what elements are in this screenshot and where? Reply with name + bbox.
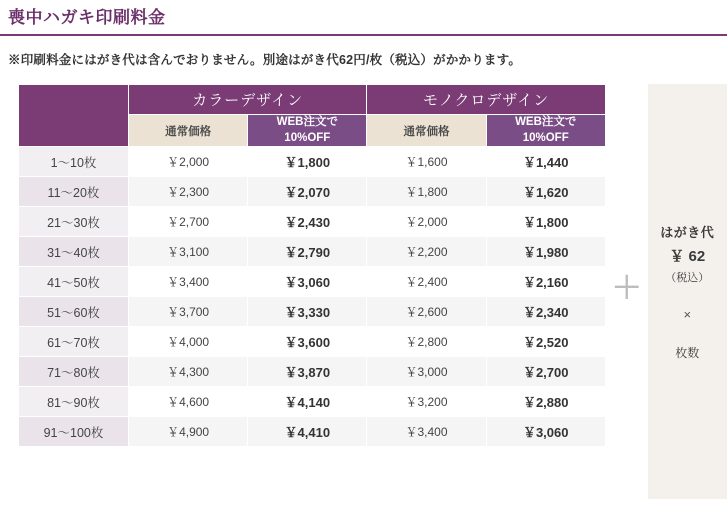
postcard-fee-price: ￥ 62 (669, 248, 706, 266)
price-table (18, 84, 606, 447)
price-note: ※印刷料金にはがき代は含んでおりません。別途はがき代62円/枚（税込）がかかります。 (8, 53, 522, 68)
table-row (19, 387, 606, 417)
cell-mono-web: ￥1,620 (486, 177, 605, 207)
header-mono-web-line1: WEB注文で (515, 116, 577, 129)
cell-count: 31〜40枚 (19, 237, 129, 267)
header-group-mono: モノクロデザイン (367, 85, 605, 115)
cell-color-web: ￥2,430 (248, 207, 367, 237)
plus-icon: ＋ (611, 272, 642, 306)
cell-color-normal: ￥2,300 (129, 177, 248, 207)
cell-mono-normal: ￥1,800 (367, 177, 486, 207)
cell-color-normal: ￥4,300 (129, 357, 248, 387)
multiply-icon: × (683, 307, 692, 323)
cell-mono-web: ￥2,520 (486, 327, 605, 357)
cell-color-web: ￥4,410 (248, 417, 367, 447)
cell-count: 61〜70枚 (19, 327, 129, 357)
header-corner-cell (19, 85, 129, 147)
postcard-fee-tax: （税込） (665, 272, 710, 285)
cell-mono-web: ￥1,980 (486, 237, 605, 267)
cell-mono-web: ￥3,060 (486, 417, 605, 447)
cell-color-normal: ￥4,000 (129, 327, 248, 357)
cell-count: 1〜10枚 (19, 147, 129, 177)
postcard-fee-unit: 枚数 (675, 346, 700, 361)
postcard-fee-box (648, 84, 727, 499)
cell-color-normal: ￥2,000 (129, 147, 248, 177)
cell-color-web: ￥1,800 (248, 147, 367, 177)
cell-mono-normal: ￥3,000 (367, 357, 486, 387)
header-color-normal: 通常価格 (129, 115, 248, 147)
cell-mono-web: ￥2,700 (486, 357, 605, 387)
cell-color-normal: ￥2,700 (129, 207, 248, 237)
cell-mono-web: ￥1,440 (486, 147, 605, 177)
header-mono-normal: 通常価格 (367, 115, 486, 147)
table-row (19, 327, 606, 357)
cell-count: 91〜100枚 (19, 417, 129, 447)
cell-count: 51〜60枚 (19, 297, 129, 327)
cell-mono-normal: ￥1,600 (367, 147, 486, 177)
page-title-bar (0, 0, 727, 36)
cell-mono-web: ￥2,340 (486, 297, 605, 327)
cell-color-normal: ￥3,100 (129, 237, 248, 267)
cell-color-web: ￥3,870 (248, 357, 367, 387)
table-row (19, 357, 606, 387)
cell-color-normal: ￥4,900 (129, 417, 248, 447)
cell-mono-normal: ￥3,400 (367, 417, 486, 447)
table-row (19, 177, 606, 207)
cell-mono-normal: ￥2,600 (367, 297, 486, 327)
cell-color-normal: ￥3,700 (129, 297, 248, 327)
cell-count: 41〜50枚 (19, 267, 129, 297)
cell-color-web: ￥2,790 (248, 237, 367, 267)
cell-mono-normal: ￥3,200 (367, 387, 486, 417)
table-row (19, 237, 606, 267)
cell-mono-web: ￥1,800 (486, 207, 605, 237)
cell-mono-normal: ￥2,400 (367, 267, 486, 297)
header-color-web-line1: WEB注文で (276, 116, 338, 129)
page-title: 喪中ハガキ印刷料金 (8, 8, 166, 27)
cell-mono-normal: ￥2,800 (367, 327, 486, 357)
cell-color-web: ￥2,070 (248, 177, 367, 207)
cell-mono-normal: ￥2,200 (367, 237, 486, 267)
cell-color-web: ￥3,600 (248, 327, 367, 357)
cell-mono-web: ￥2,160 (486, 267, 605, 297)
cell-mono-web: ￥2,880 (486, 387, 605, 417)
table-header-row-groups (19, 85, 606, 115)
table-row (19, 417, 606, 447)
table-row (19, 147, 606, 177)
header-color-web-line2: 10%OFF (284, 131, 331, 144)
table-row (19, 207, 606, 237)
cell-count: 21〜30枚 (19, 207, 129, 237)
table-row (19, 297, 606, 327)
header-color-web (248, 115, 367, 147)
cell-mono-normal: ￥2,000 (367, 207, 486, 237)
cell-color-normal: ￥4,600 (129, 387, 248, 417)
header-mono-web-line2: 10%OFF (522, 131, 569, 144)
cell-color-web: ￥3,330 (248, 297, 367, 327)
header-mono-web (486, 115, 605, 147)
cell-count: 11〜20枚 (19, 177, 129, 207)
price-content (0, 84, 727, 499)
table-row (19, 267, 606, 297)
cell-color-web: ￥4,140 (248, 387, 367, 417)
header-group-color: カラーデザイン (129, 85, 367, 115)
price-table-body (19, 147, 606, 447)
cell-color-web: ￥3,060 (248, 267, 367, 297)
postcard-fee-label: はがき代 (660, 225, 715, 241)
cell-color-normal: ￥3,400 (129, 267, 248, 297)
cell-count: 81〜90枚 (19, 387, 129, 417)
cell-count: 71〜80枚 (19, 357, 129, 387)
